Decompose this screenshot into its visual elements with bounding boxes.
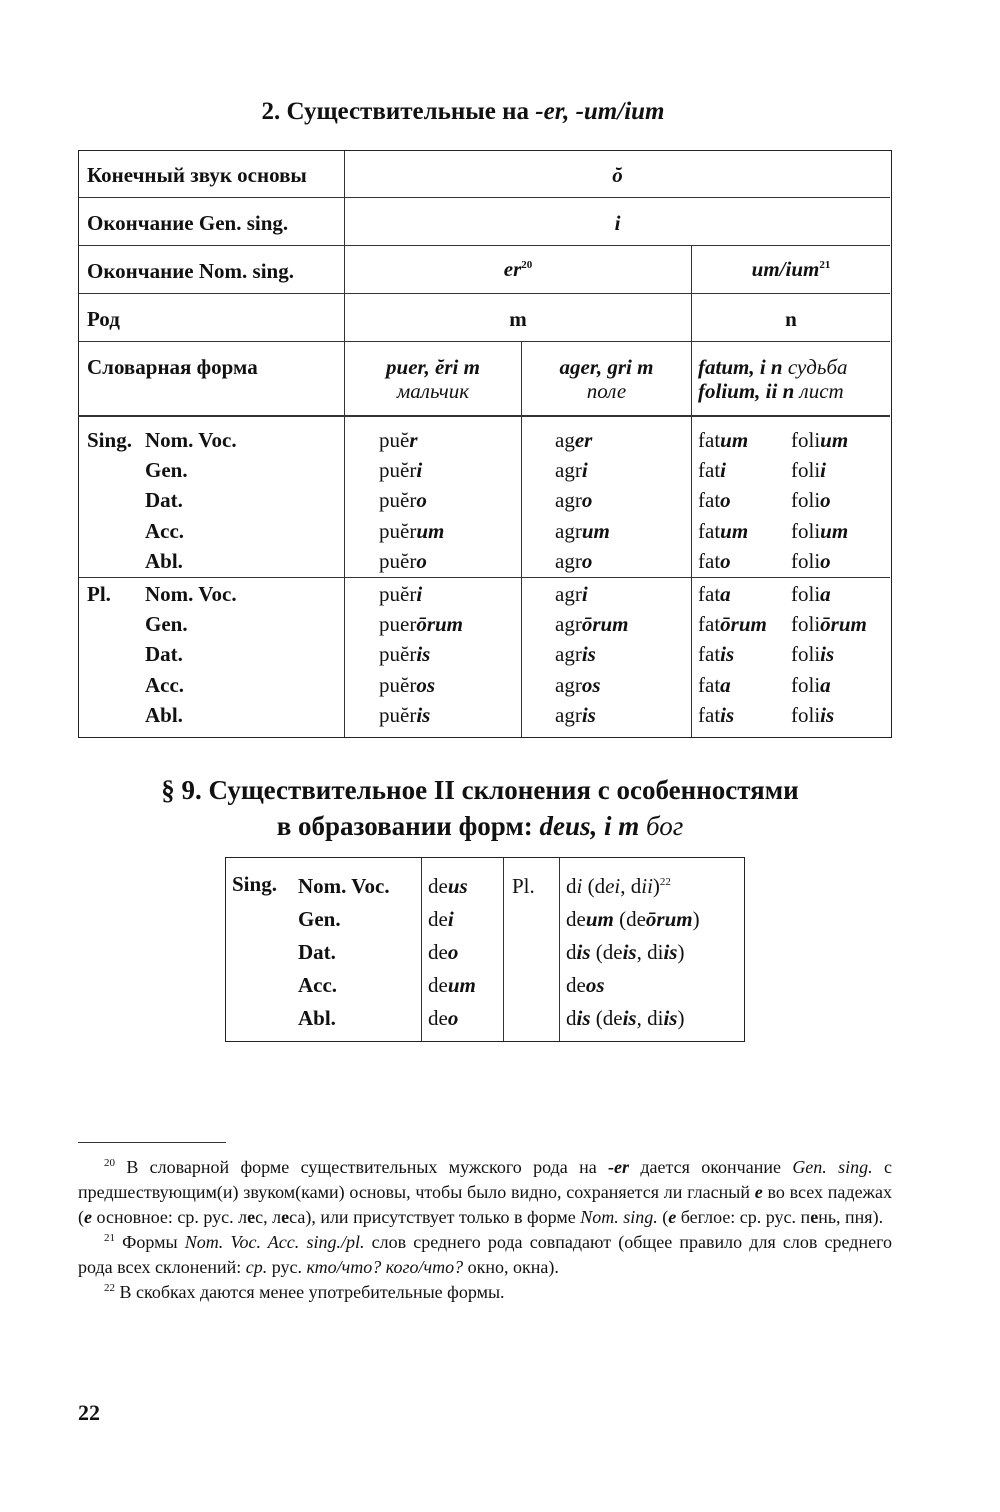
gen-ending-label: Окончание Gen. sing. — [87, 211, 289, 235]
form-stem: agr — [555, 642, 582, 667]
word-form — [791, 516, 848, 546]
gender-label: Род — [87, 307, 120, 331]
form-ending: os — [416, 672, 436, 697]
case-label: Acc. — [298, 973, 338, 997]
form-stem: puer — [379, 612, 417, 637]
sing-case-labels — [145, 425, 237, 576]
word-form — [379, 700, 463, 730]
form-stem: agr — [555, 672, 582, 697]
form-ending: o — [820, 488, 831, 513]
case-label: Dat. — [298, 940, 336, 964]
gen-ending-value: i — [614, 211, 621, 235]
form-stem: fat — [698, 612, 721, 637]
form-ending: um — [720, 428, 749, 452]
word-form — [555, 485, 610, 515]
form-stem: puĕr — [379, 582, 417, 606]
form-ending: o — [820, 548, 831, 573]
word-form — [555, 546, 610, 576]
footnote-ref-20: 20 — [521, 259, 533, 271]
form-ending: o — [581, 548, 593, 573]
word-form — [379, 455, 444, 485]
puer-plur-forms — [379, 579, 463, 730]
form-stem: puĕ — [379, 428, 410, 452]
form-stem: fat — [698, 702, 721, 727]
word-form — [791, 639, 867, 669]
word-form — [791, 455, 848, 485]
section-9-translation: бог — [646, 811, 684, 841]
puer-dict-form: puer, ĕri m — [386, 355, 480, 379]
word-form — [379, 639, 463, 669]
word-form — [555, 670, 629, 700]
form-ending: um — [581, 518, 610, 543]
case-labels — [298, 870, 390, 1035]
form-stem: de — [428, 1006, 448, 1030]
case-label: Nom. Voc. — [298, 874, 390, 898]
form-ending: is — [581, 702, 596, 727]
form-stem: fat — [698, 672, 721, 697]
word-form — [555, 700, 629, 730]
fatum-sing-forms — [698, 425, 748, 576]
case-label: Gen. — [298, 907, 341, 931]
nom-ending-label: Окончание Nom. sing. — [87, 259, 294, 283]
word-form — [428, 870, 476, 903]
word-form — [428, 936, 476, 969]
form-ending: o — [416, 548, 427, 573]
footnote: $^{22}$ В скобках даются менее употребительные формы. — [104, 1282, 505, 1302]
word-form — [555, 579, 629, 609]
word-form — [379, 425, 444, 455]
form-stem: puĕr — [379, 518, 417, 543]
form-stem: agr — [555, 702, 582, 727]
form-ending: i — [720, 458, 726, 483]
form-stem: foli — [791, 428, 821, 452]
word-form — [698, 579, 767, 609]
form-ending: um — [820, 518, 849, 543]
footnote-ref-21: 21 — [819, 259, 831, 271]
form-stem: fat — [698, 642, 721, 667]
form-stem: foli — [791, 548, 821, 573]
form-stem: foli — [791, 612, 821, 637]
case-label: Gen. — [145, 458, 188, 483]
form-ending: i — [416, 458, 423, 483]
row-divider — [79, 245, 890, 246]
form-ending: um — [416, 518, 445, 543]
ager-plur-forms — [555, 579, 629, 730]
word-form — [791, 670, 867, 700]
section-9-word: deus, i m — [539, 811, 640, 841]
case-label: Abl. — [298, 1006, 336, 1030]
word-form — [555, 516, 610, 546]
word-form: di (dei, dii)$^{22}$ — [566, 874, 671, 898]
row-divider — [79, 293, 890, 294]
form-ending: i — [820, 458, 827, 483]
case-label: Gen. — [145, 612, 188, 637]
form-stem: agr — [555, 582, 582, 606]
form-ending: os — [581, 672, 601, 697]
form-ending: i — [581, 582, 588, 606]
case-label: Acc. — [145, 518, 185, 543]
form-stem: agr — [555, 548, 582, 573]
form-stem: agr — [555, 518, 582, 543]
col-divider — [344, 151, 345, 737]
section-title — [0, 98, 926, 126]
form-stem: foli — [791, 458, 821, 483]
form-stem: fat — [698, 518, 721, 543]
singular-label: Sing. — [232, 872, 277, 896]
ager-translation: поле — [586, 379, 627, 403]
form-ending: is — [581, 642, 596, 667]
form-ending: o — [581, 488, 593, 513]
form-ending: us — [447, 874, 468, 898]
word-form — [555, 639, 629, 669]
word-form: deos — [566, 973, 605, 997]
plural-label: Pl. — [512, 874, 535, 898]
section-title-text: Существительные на — [286, 98, 530, 125]
col-divider — [559, 858, 560, 1041]
folium-dict-form: folium, ii n — [698, 379, 795, 403]
word-form — [698, 700, 767, 730]
stem-value: ŏ — [612, 163, 623, 187]
form-stem: foli — [791, 672, 821, 697]
word-form: dis (deis, diis) — [566, 940, 685, 964]
form-stem: foli — [791, 488, 821, 513]
form-ending: i — [416, 582, 423, 606]
row-divider — [79, 341, 890, 342]
case-label: Abl. — [145, 548, 183, 573]
form-ending: er — [574, 428, 593, 452]
fatum-dict-form: fatum, i n — [698, 355, 783, 379]
word-form: dis (deis, diis) — [566, 1006, 685, 1030]
footnote-rule — [78, 1142, 226, 1143]
word-form — [698, 455, 748, 485]
nom-ending-um: um/ium — [751, 257, 820, 281]
form-stem: foli — [791, 702, 821, 727]
word-form — [791, 609, 867, 639]
form-ending: is — [720, 702, 735, 727]
form-stem: agr — [555, 458, 582, 483]
folium-sing-forms — [791, 425, 848, 576]
form-ending: um — [447, 973, 476, 997]
case-label: Abl. — [145, 702, 183, 727]
section-number: 2. — [261, 98, 281, 125]
section-9-line1: § 9. Существительное II склонения с особенностями — [161, 775, 799, 805]
section-9-prefix: в образовании форм: — [276, 811, 533, 841]
footnote: $^{20}$ В словарной форме существительных мужского рода на -er дается окончание Gen. sing. с предшествующим(и) звуком(ками) основы, чтобы было видно, сохраняется ли гласный е во всех падежах (е основное: ср. рус. лес, леса), или присутствует только в форме Nom. sing. (е беглое: ср. рус. пень, пня). — [78, 1157, 892, 1227]
fatum-translation: судьба — [787, 355, 848, 379]
form-ending: i — [581, 458, 588, 483]
form-stem: fat — [698, 488, 721, 513]
form-stem: foli — [791, 582, 821, 606]
form-ending: o — [720, 548, 731, 573]
stem-label: Конечный звук основы — [87, 163, 307, 187]
word-form — [379, 609, 463, 639]
form-stem: de — [428, 907, 448, 931]
plur-case-labels — [145, 579, 237, 730]
form-stem: puĕr — [379, 672, 417, 697]
case-label: Dat. — [145, 642, 183, 667]
plural-label: Pl. — [87, 582, 111, 606]
word-form — [791, 425, 848, 455]
nom-ending-er: er — [503, 257, 522, 281]
form-ending: is — [820, 642, 835, 667]
word-form — [379, 516, 444, 546]
form-stem: agr — [555, 612, 582, 637]
form-ending: ōrum — [720, 612, 767, 637]
ager-sing-forms — [555, 425, 610, 576]
word-form — [428, 969, 476, 1002]
form-stem: ag — [555, 428, 575, 452]
gender-neut: n — [785, 307, 797, 331]
header-divider — [79, 415, 890, 417]
dict-form-label: Словарная форма — [87, 355, 258, 379]
form-ending: i — [447, 907, 454, 931]
form-ending: is — [820, 702, 835, 727]
form-stem: fat — [698, 548, 721, 573]
form-ending: um — [820, 428, 849, 452]
form-stem: de — [428, 940, 448, 964]
form-ending: a — [820, 672, 831, 697]
singular-label: Sing. — [87, 428, 132, 452]
form-stem: puĕr — [379, 642, 417, 667]
deus-table — [225, 857, 745, 1042]
page-number: 22 — [78, 1400, 100, 1425]
word-form — [698, 609, 767, 639]
section-title-endings: -er, -um/ium — [535, 98, 665, 125]
word-form — [428, 1002, 476, 1035]
form-stem: fat — [698, 428, 721, 452]
form-stem: agr — [555, 488, 582, 513]
form-ending: is — [720, 642, 735, 667]
form-ending: um — [720, 518, 749, 543]
word-form — [555, 609, 629, 639]
form-ending: a — [720, 582, 731, 606]
word-form — [698, 639, 767, 669]
form-stem: fat — [698, 582, 721, 606]
row-divider — [79, 197, 890, 198]
section-9-title — [0, 772, 960, 844]
case-label: Dat. — [145, 488, 183, 513]
word-form — [791, 485, 848, 515]
case-label: Nom. Voc. — [145, 582, 237, 606]
form-ending: ōrum — [820, 612, 867, 637]
form-stem: puĕr — [379, 702, 417, 727]
form-stem: de — [428, 973, 448, 997]
form-stem: puĕr — [379, 548, 417, 573]
folium-plur-forms — [791, 579, 867, 730]
deus-sing-forms — [428, 870, 476, 1035]
col-divider — [503, 858, 504, 1041]
form-stem: foli — [791, 642, 821, 667]
puer-translation: мальчик — [396, 379, 470, 403]
form-ending: o — [720, 488, 731, 513]
form-ending: ōrum — [581, 612, 629, 637]
word-form: deum (deōrum) — [566, 907, 700, 931]
word-form — [379, 670, 463, 700]
footnotes — [78, 1155, 892, 1305]
puer-sing-forms — [379, 425, 444, 576]
form-stem: puĕr — [379, 488, 417, 513]
word-form — [698, 425, 748, 455]
footnote: $^{21}$ Формы Nom. Voc. Acc. sing./pl. слов среднего рода совпадают (общее правило для слов среднего рода всех склонений: ср. рус. кто/что? кого/что? окно, окна). — [78, 1232, 892, 1277]
word-form — [555, 425, 610, 455]
folium-translation: лист — [799, 379, 844, 403]
word-form — [698, 516, 748, 546]
number-divider — [79, 577, 890, 578]
word-form — [698, 485, 748, 515]
form-ending: a — [720, 672, 731, 697]
form-stem: de — [428, 874, 448, 898]
form-stem: foli — [791, 518, 821, 543]
form-ending: is — [416, 642, 431, 667]
word-form — [698, 546, 748, 576]
case-label: Acc. — [145, 672, 185, 697]
form-ending: is — [416, 702, 431, 727]
form-ending: o — [447, 1006, 459, 1030]
deus-plur-forms — [566, 870, 700, 1035]
word-form — [698, 670, 767, 700]
form-ending: a — [820, 582, 831, 606]
word-form — [428, 903, 476, 936]
word-form — [379, 485, 444, 515]
section-9-line2 — [0, 808, 960, 844]
case-label: Nom. Voc. — [145, 428, 237, 452]
word-form — [379, 579, 463, 609]
col-divider — [421, 858, 422, 1041]
form-ending: o — [447, 940, 459, 964]
fatum-plur-forms — [698, 579, 767, 730]
word-form — [791, 546, 848, 576]
word-form — [379, 546, 444, 576]
form-ending: r — [409, 428, 418, 452]
word-form — [791, 700, 867, 730]
word-form — [555, 455, 610, 485]
form-ending: ōrum — [416, 612, 464, 637]
form-stem: fat — [698, 458, 721, 483]
form-stem: puĕr — [379, 458, 417, 483]
ager-dict-form: ager, gri m — [559, 355, 654, 379]
form-ending: o — [416, 488, 427, 513]
declension-table — [78, 150, 892, 738]
word-form — [791, 579, 867, 609]
gender-masc: m — [509, 307, 527, 331]
